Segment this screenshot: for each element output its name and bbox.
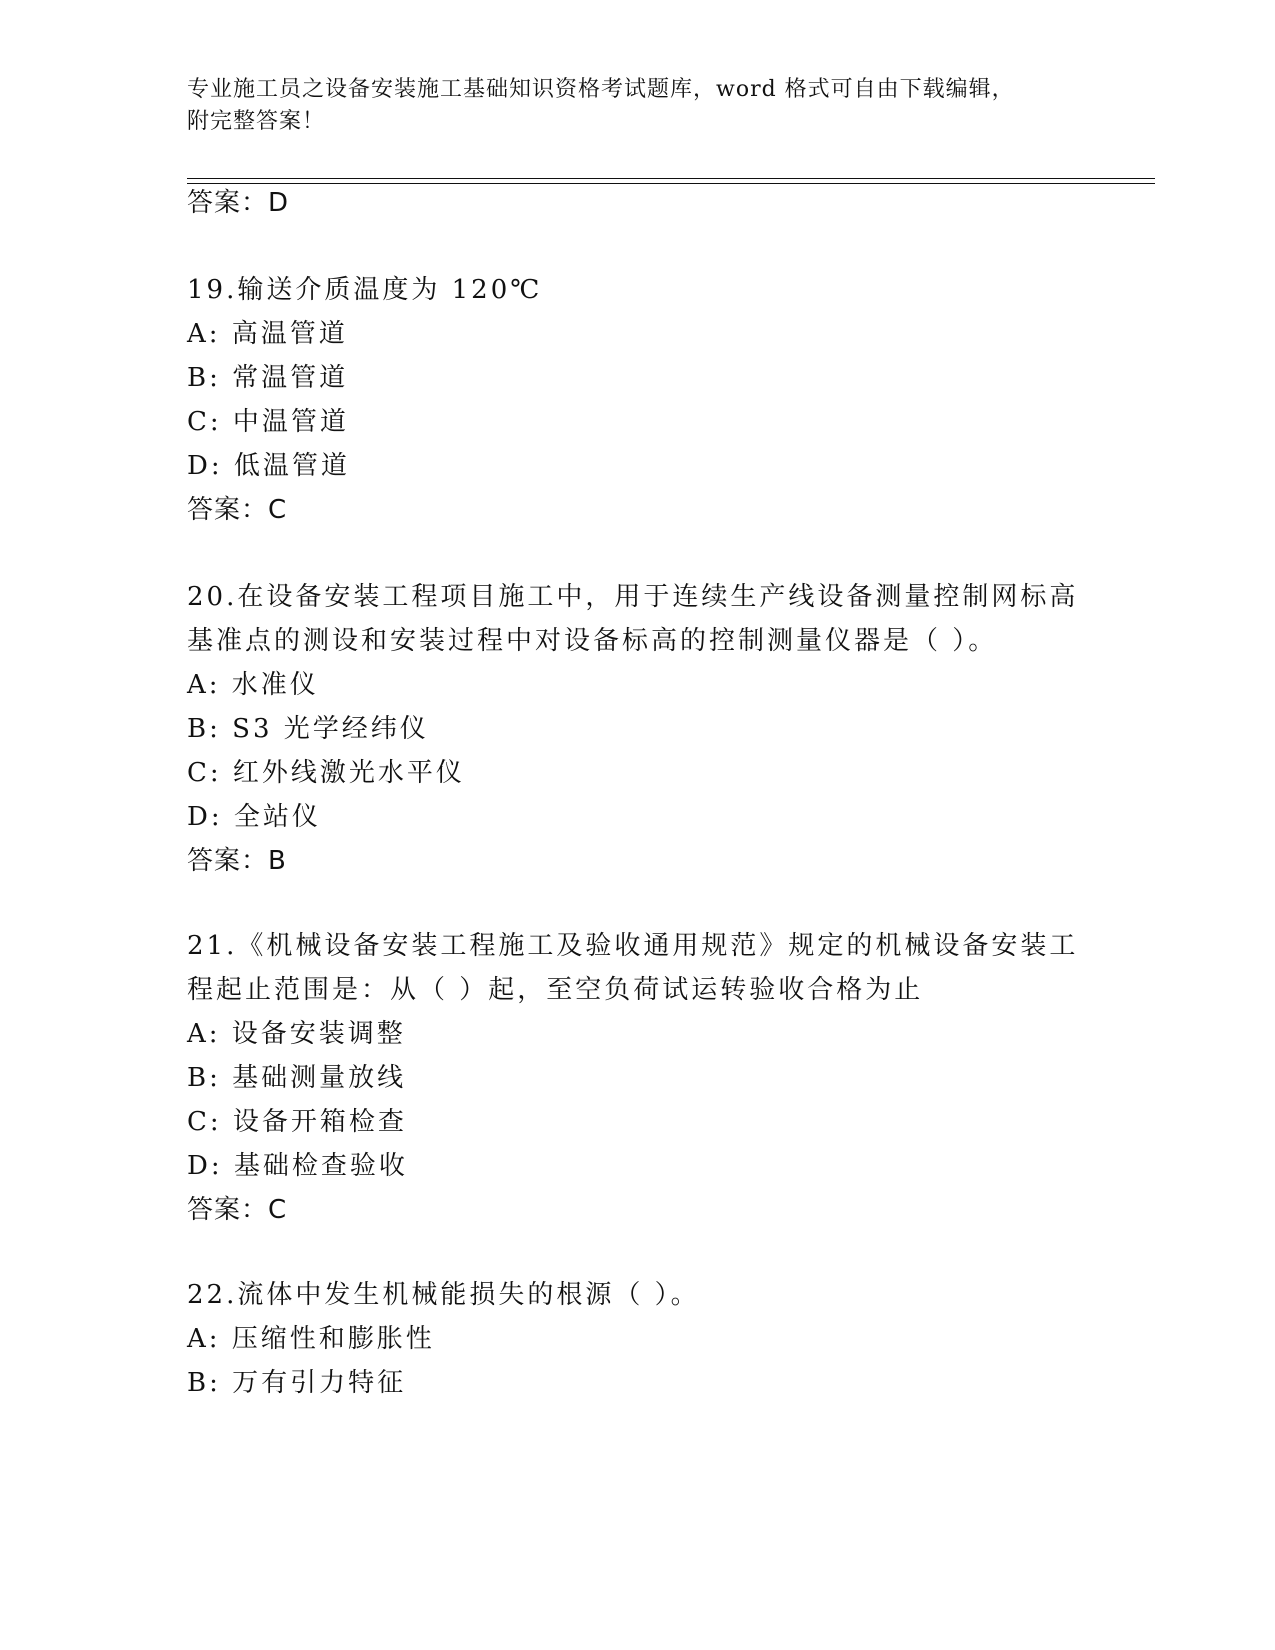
question-22-option-a: A: 压缩性和膨胀性 [187, 1324, 435, 1354]
question-19-option-a: A: 高温管道 [187, 319, 348, 349]
question-20-option-d: D: 全站仪 [187, 802, 321, 832]
question-22-option-b: B: 万有引力特征 [187, 1368, 407, 1398]
header-divider-top [187, 178, 1155, 179]
question-20-answer: 答案：B [187, 846, 287, 876]
question-19-option-c: C: 中温管道 [187, 407, 349, 437]
question-21-option-d: D: 基础检查验收 [187, 1151, 408, 1181]
question-21-option-c: C: 设备开箱检查 [187, 1107, 407, 1137]
question-19-text: 19.输送介质温度为 120℃ [187, 275, 543, 305]
question-22-text: 22.流体中发生机械能损失的根源（ ）。 [187, 1280, 700, 1310]
question-20-option-a: A: 水准仪 [187, 670, 319, 700]
header-line-2: 附完整答案！ [187, 109, 326, 134]
header-line-1: 专业施工员之设备安装施工基础知识资格考试题库，word 格式可自由下载编辑， [187, 77, 1015, 102]
question-21-text-line-2: 程起止范围是：从（ ）起，至空负荷试运转验收合格为止 [187, 975, 924, 1005]
question-19-answer: 答案：C [187, 495, 288, 525]
question-19-option-d: D: 低温管道 [187, 451, 350, 481]
question-20-option-c: C: 红外线激光水平仪 [187, 758, 465, 788]
document-header [187, 74, 1087, 138]
question-21-option-b: B: 基础测量放线 [187, 1063, 407, 1093]
question-21-option-a: A: 设备安装调整 [187, 1019, 406, 1049]
question-20-option-b: B: S3 光学经纬仪 [187, 714, 429, 744]
question-21-answer: 答案：C [187, 1195, 288, 1225]
question-20-text-line-2: 基准点的测设和安装过程中对设备标高的控制测量仪器是（ ）。 [187, 626, 998, 656]
question-19-option-b: B: 常温管道 [187, 363, 349, 393]
previous-answer: 答案：D [187, 188, 290, 218]
header-divider-bottom [187, 183, 1155, 184]
question-21-text-line-1: 21.《机械设备安装工程施工及验收通用规范》规定的机械设备安装工 [187, 931, 1079, 961]
question-20-text-line-1: 20.在设备安装工程项目施工中，用于连续生产线设备测量控制网标高 [187, 582, 1079, 612]
